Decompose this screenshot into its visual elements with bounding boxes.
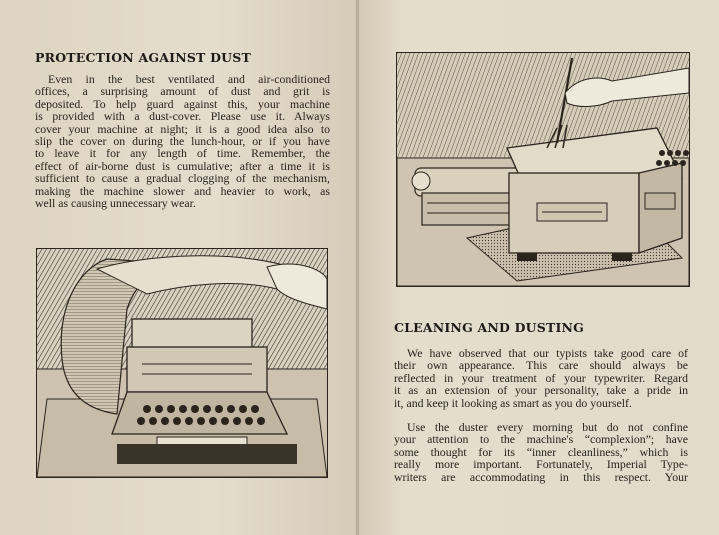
protection-paragraph [35,73,330,209]
paragraph-line: slip the cover on during the lunch-hour, or if you have [35,134,330,149]
cleaning-paragraph-2 [394,421,688,483]
paragraph-line: making the machine slower and heavier to work, as [35,183,330,198]
paragraph-line: your attention to the machine's “complexion”; have [394,432,688,447]
cleaning-paragraph-1 [394,347,688,409]
paragraph-line: it, and keep it looking as smart as you do yourself. [394,395,632,410]
paragraph-line: Use the duster every morning but do not confine [407,420,688,434]
paragraph-line: really more important. Fortunately, Imperial Type- [394,457,688,472]
paragraph-line: sufficient to cause a gradual clogging of the mechanism, [35,171,330,186]
paragraph-line: We have observed that our typists take good care of [407,346,688,360]
paragraph-line: their own appearance. This care should always be [394,358,688,373]
paragraph-line: Even in the best ventilated and air-conditioned [48,72,330,86]
paragraph-line: cover your machine at night; it is a good idea also to [35,121,330,136]
left-page [0,0,357,535]
section-heading-cleaning: CLEANING AND DUSTING [394,320,585,335]
paragraph-line: well as causing unnecessary wear. [35,196,196,211]
paragraph-line: some thought for its “inner cleanliness,” which is [394,444,688,459]
paragraph-line: effect of air-borne dust is cumulative; after a time it is [35,158,330,173]
dust-cover-illustration [36,248,328,478]
paragraph-line: deposited. To help guard against this, your machine [35,96,330,111]
section-heading-protection: PROTECTION AGAINST DUST [35,50,251,65]
paragraph-line: offices, a surprising amount of dust and grit is [35,84,330,99]
paragraph-line: it as an extension of your personality, take a pride in [394,383,688,398]
right-page [359,0,719,535]
paragraph-line: is provided with a dust-cover. Please use it. Always [35,109,330,124]
paragraph-line: to leave it for any length of time. Remember, the [35,146,330,161]
typewriter-cleaning-brush-icon [397,53,689,286]
paragraph-line: reflected in your treatment of your typewriter. Regard [394,370,688,385]
typewriter-with-dust-cover-icon [37,249,327,477]
cleaning-illustration [396,52,690,287]
paragraph-line: writers are accommodating in this respect. Your [394,469,688,484]
